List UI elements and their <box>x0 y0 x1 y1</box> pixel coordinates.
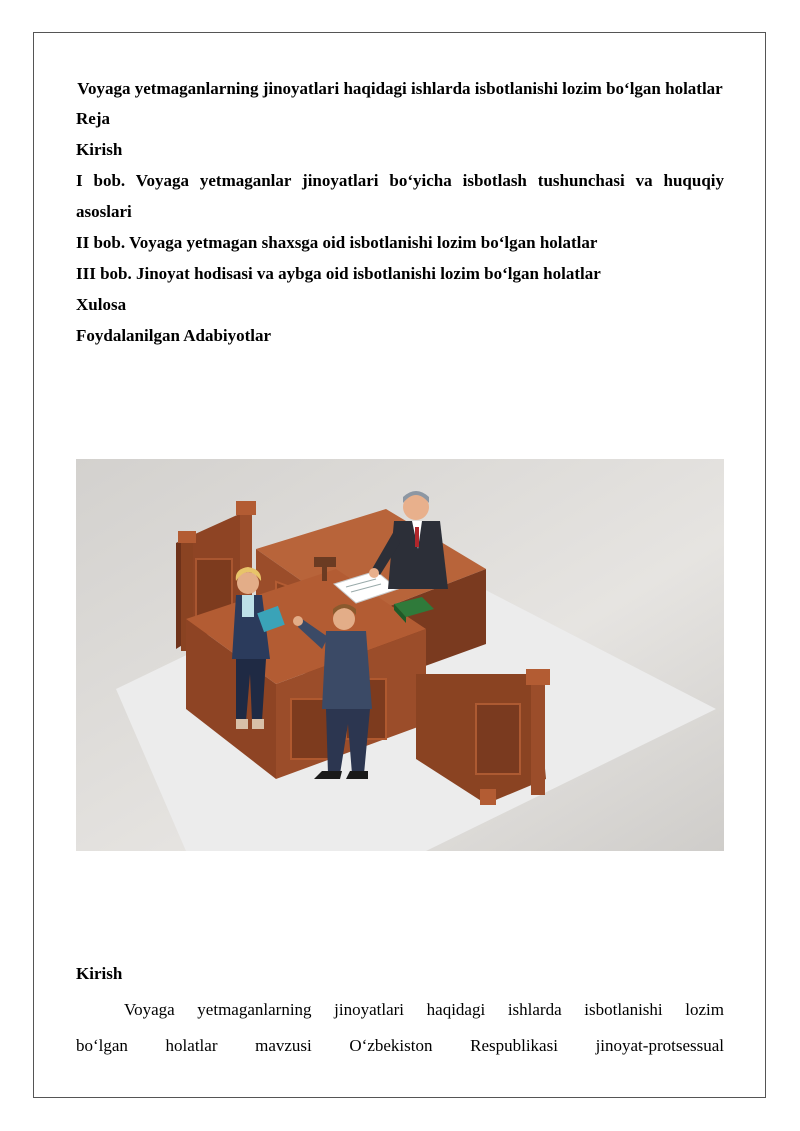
toc-item-conclusion: Xulosa <box>76 295 127 314</box>
courtroom-illustration <box>76 459 724 851</box>
toc-item-chapter-1: I bob. Voyaga yetmaganlar jinoyatlari bo‘yicha isbotlash tushunchasi va huquqiy asoslari <box>76 171 724 221</box>
toc-item-intro: Kirish <box>76 140 123 159</box>
toc-item-chapter-3: III bob. Jinoyat hodisasi va aybga oid isbotlanishi lozim bo‘lgan holatlar <box>76 264 601 283</box>
toc-item-chapter-2: II bob. Voyaga yetmagan shaxsga oid isbotlanishi lozim bo‘lgan holatlar <box>76 233 598 252</box>
intro-paragraph-line-1: Voyaga yetmaganlarning jinoyatlari haqidagi ishlarda isbotlanishi lozim <box>124 1000 724 1019</box>
table-of-contents <box>76 103 724 351</box>
intro-paragraph-line-2: bo‘lgan holatlar mavzusi O‘zbekiston Respublikasi jinoyat-protsessual <box>76 1036 724 1055</box>
intro-paragraph <box>76 992 724 1064</box>
toc-heading: Reja <box>76 109 110 128</box>
section-heading-intro: Kirish <box>76 964 123 983</box>
document-body <box>76 74 724 351</box>
document-title: Voyaga yetmaganlarning jinoyatlari haqidagi ishlarda isbotlanishi lozim bo‘lgan holatlar <box>77 79 723 98</box>
toc-item-references: Foydalanilgan Adabiyotlar <box>76 326 272 345</box>
